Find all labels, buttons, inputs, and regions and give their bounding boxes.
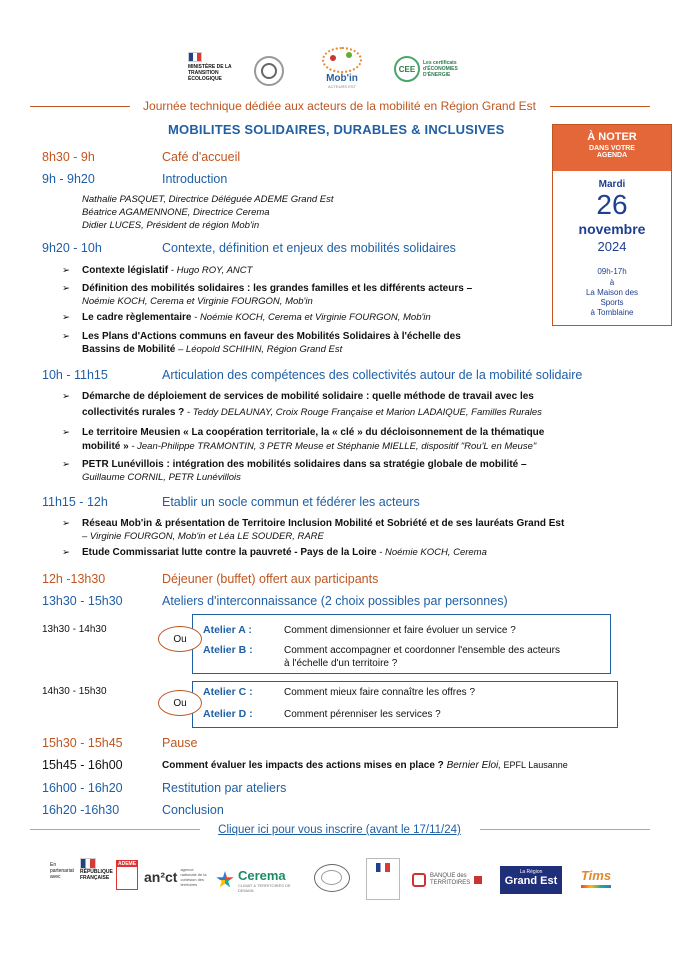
atelier-a-label: Atelier A :: [203, 624, 252, 636]
time-s3: 9h20 - 10h: [42, 241, 102, 255]
session-title-s5: Etablir un socle commun et fédérer les acteurs: [162, 495, 420, 509]
anct-logo: an²ct agence nationale de la cohésion des territoires: [144, 867, 207, 887]
footer-rule-right: [480, 829, 650, 830]
time-s4: 10h - 11h15: [42, 368, 108, 382]
star-icon: [214, 869, 235, 891]
session-title-s2: Introduction: [162, 172, 228, 186]
tims-logo: Tims: [576, 862, 616, 894]
time-s7: 13h30 - 15h30: [42, 594, 123, 608]
time-s6: 12h -13h30: [42, 572, 106, 586]
arrow-bullet-icon: ➢: [62, 283, 70, 294]
list-item-continued: mobilité » - Jean-Philippe TRAMONTIN, 3 PETR Meuse et Stéphanie MIELLE, dispositif "Rou'L en Meuse": [82, 441, 537, 452]
list-item: Le cadre règlementaire - Noémie KOCH, Cerema et Virginie FOURGON, Mob'in: [82, 312, 431, 323]
banque-territoires-logo: BANQUE des TERRITOIRES: [412, 868, 492, 892]
time-ateliers-1: 13h30 - 14h30: [42, 624, 107, 635]
speaker-line: Béatrice AGAMENNONE, Directrice Cerema: [82, 207, 270, 218]
agenda-month: novembre: [578, 221, 646, 237]
time-s8: 15h30 - 15h45: [42, 736, 123, 750]
time-s11: 16h20 -16h30: [42, 803, 120, 817]
list-item: Le territoire Meusien « La coopération territoriale, la « clé » du décloisonnement de la thématique: [82, 427, 545, 438]
republique-logo: RÉPUBLIQUE FRANÇAISE: [80, 858, 112, 896]
session-title-s7: Ateliers d'interconnaissance (2 choix possibles par personnes): [162, 594, 508, 608]
flag-icon: [80, 858, 96, 869]
list-item: Réseau Mob'in & présentation de Territoire Inclusion Mobilité et Sobriété et de ses lauréats Grand Est: [82, 518, 565, 529]
arrow-bullet-icon: ➢: [62, 459, 70, 470]
list-item: Etude Commissariat lutte contre la pauvreté - Pays de la Loire - Noémie KOCH, Cerema: [82, 547, 487, 558]
agenda-year: 2024: [597, 239, 627, 254]
agenda-weekday: Mardi: [598, 179, 626, 190]
agenda-day: 26: [596, 189, 628, 220]
atelier-c-text: Comment mieux faire connaître les offres ?: [284, 687, 476, 698]
session-title-s1: Café d'accueil: [162, 150, 241, 164]
list-item: Définition des mobilités solidaires : les grandes familles et les différents acteurs –: [82, 283, 473, 294]
flag-icon: [376, 863, 390, 872]
cee-logo: CEE Les certificats d'ÉCONOMIES D'ÉNERGIE: [394, 54, 466, 84]
event-subtitle: Journée technique dédiée aux acteurs de la mobilité en Région Grand Est: [143, 99, 536, 113]
ministere-logo: MINISTÈRE DE LA TRANSITION ÉCOLOGIQUE: [188, 52, 242, 104]
list-item-continued: Bassins de Mobilité – Léopold SCHIHIN, Région Grand Est: [82, 344, 343, 355]
list-item-speakers: Guillaume CORNIL, PETR Lunévillois: [82, 472, 241, 483]
subtitle-rule-right: [550, 106, 650, 107]
time-s1: 8h30 - 9h: [42, 150, 95, 164]
session-title-s11: Conclusion: [162, 803, 224, 817]
speaker-line: Didier LUCES, Président de région Mob'in: [82, 220, 260, 231]
list-item: Démarche de déploiement de services de mobilité solidaire : quelle méthode de travail avec les: [82, 391, 534, 402]
arrow-bullet-icon: ➢: [62, 547, 70, 558]
atelier-d-text: Comment pérenniser les services ?: [284, 709, 441, 720]
list-item-speakers: Noémie KOCH, Cerema et Virginie FOURGON, Mob'in: [82, 296, 313, 307]
arrow-bullet-icon: ➢: [62, 312, 70, 323]
atelier-b-text-continued: à l'échelle d'un territoire ?: [284, 658, 398, 669]
session-title-s9: Comment évaluer les impacts des actions mises en place ? Bernier Eloi, EPFL Lausanne: [162, 760, 568, 771]
arrow-bullet-icon: ➢: [62, 265, 70, 276]
ou-badge: Ou: [158, 690, 202, 716]
circle-logo: [254, 56, 284, 86]
arrow-bullet-icon: ➢: [62, 331, 70, 342]
session-title-s3: Contexte, définition et enjeux des mobilités solidaires: [162, 241, 456, 255]
session-title-s4: Articulation des compétences des collectivités autour de la mobilité solidaire: [162, 368, 583, 382]
list-item: Contexte législatif - Hugo ROY, ANCT: [82, 265, 253, 276]
time-s2: 9h - 9h20: [42, 172, 95, 186]
list-item-continued: collectivités rurales ? - Teddy DELAUNAY, Croix Rouge Française et Marion LADAIQUE, Familles Rurales: [82, 407, 542, 418]
session-title-s10: Restitution par ateliers: [162, 781, 287, 795]
atelier-b-text: Comment accompagner et coordonner l'ensemble des acteurs: [284, 645, 560, 656]
arrow-bullet-icon: ➢: [62, 427, 70, 438]
round-seal-logo: [314, 864, 350, 892]
time-s5: 11h15 - 12h: [42, 495, 108, 509]
session-title-s6: Déjeuner (buffet) offert aux participants: [162, 572, 379, 586]
page-title: MOBILITES SOLIDAIRES, DURABLES & INCLUSIVES: [168, 122, 505, 137]
partenariat-label: En partenariat avec: [50, 862, 74, 880]
mobin-logo: Mob'in ACTEURS EST: [312, 44, 372, 92]
marianne-flag-icon: [188, 52, 202, 62]
prefet-logo: [366, 858, 400, 900]
list-item-speakers: – Virginie FOURGON, Mob'in et Léa LE SOUDER, RARE: [82, 531, 324, 542]
arrow-bullet-icon: ➢: [62, 391, 70, 402]
atelier-a-text: Comment dimensionner et faire évoluer un service ?: [284, 625, 516, 636]
atelier-d-label: Atelier D :: [203, 708, 253, 720]
ademe-logo: ADEME: [116, 860, 138, 890]
speaker-line: Nathalie PASQUET, Directrice Déléguée ADEME Grand Est: [82, 194, 334, 205]
list-item: Les Plans d'Actions communs en faveur des Mobilités Solidaires à l'échelle des: [82, 331, 461, 342]
atelier-b-label: Atelier B :: [203, 644, 253, 656]
ou-badge: Ou: [158, 626, 202, 652]
time-s10: 16h00 - 16h20: [42, 781, 123, 795]
time-s9: 15h45 - 16h00: [42, 758, 123, 772]
agenda-hours: 09h-17h: [597, 267, 627, 276]
atelier-c-label: Atelier C :: [203, 686, 253, 698]
agenda-note: À NOTER DANS VOTRE AGENDA Mardi 26 novembre 2024 09h-17h à La Maison des Sports à Tomblaine: [552, 124, 672, 326]
time-ateliers-2: 14h30 - 15h30: [42, 686, 107, 697]
cerema-logo: Cerema CLIMAT & TERRITOIRES DE DEMAIN: [214, 866, 304, 894]
region-grandest-logo: La Région Grand Est: [500, 866, 562, 894]
arrow-bullet-icon: ➢: [62, 518, 70, 529]
inscription-link[interactable]: Cliquer ici pour vous inscrire (avant le 17/11/24): [218, 824, 461, 836]
hexagon-icon: [412, 873, 426, 887]
agenda-note-header: À NOTER DANS VOTRE AGENDA: [553, 125, 671, 171]
list-item: PETR Lunévillois : intégration des mobilités solidaires dans sa stratégie globale de mobilité –: [82, 459, 527, 470]
session-title-s8: Pause: [162, 736, 198, 750]
